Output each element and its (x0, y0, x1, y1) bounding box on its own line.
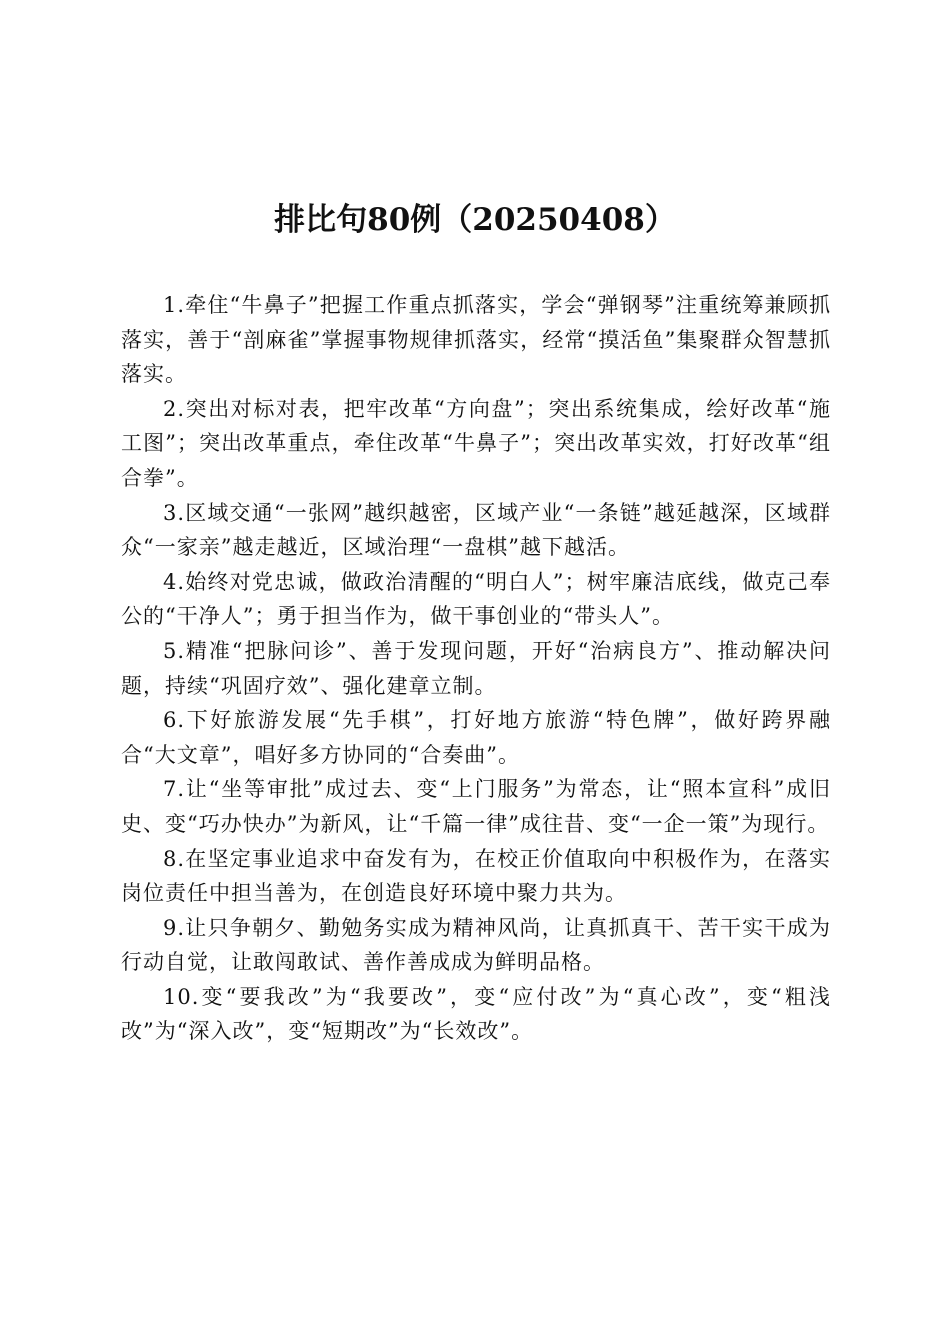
paragraph-4: 4.始终对党忠诚，做政治清醒的“明白人”；树牢廉洁底线，做克己奉公的“干净人”；勇于担当作为，做干事创业的“带头人”。 (121, 569, 831, 629)
paragraph-8: 8.在坚定事业追求中奋发有为，在校正价值取向中积极作为，在落实岗位责任中担当善为，在创造良好环境中聚力共为。 (121, 846, 831, 906)
document-body (121, 288, 831, 1049)
paragraph-10: 10.变“要我改”为“我要改”，变“应付改”为“真心改”，变“粗浅改”为“深入改”，变“短期改”为“长效改”。 (121, 984, 831, 1044)
paragraph-5: 5.精准“把脉问诊”、善于发现问题，开好“治病良方”、推动解决问题，持续“巩固疗效”、强化建章立制。 (121, 638, 831, 698)
paragraph-3: 3.区域交通“一张网”越织越密，区域产业“一条链”越延越深，区域群众“一家亲”越走越近，区域治理“一盘棋”越下越活。 (121, 500, 831, 560)
document-title: 排比句80例（20250408） (274, 202, 676, 238)
paragraph-9: 9.让只争朝夕、勤勉务实成为精神风尚，让真抓真干、苦干实干成为行动自觉，让敢闯敢试、善作善成成为鲜明品格。 (121, 915, 831, 975)
paragraph-7: 7.让“坐等审批”成过去、变“上门服务”为常态，让“照本宣科”成旧史、变“巧办快办”为新风，让“千篇一律”成往昔、变“一企一策”为现行。 (121, 777, 831, 836)
paragraph-2: 2.突出对标对表，把牢改革“方向盘”；突出系统集成，绘好改革“施工图”；突出改革重点，牵住改革“牛鼻子”；突出改革实效，打好改革“组合拳”。 (121, 396, 831, 490)
paragraph-6: 6.下好旅游发展“先手棋”，打好地方旅游“特色牌”，做好跨界融合“大文章”，唱好多方协同的“合奏曲”。 (121, 708, 831, 767)
paragraph-1: 1.牵住“牛鼻子”把握工作重点抓落实，学会“弹钢琴”注重统筹兼顾抓落实，善于“剖麻雀”掌握事物规律抓落实，经常“摸活鱼”集聚群众智慧抓落实。 (121, 293, 831, 387)
